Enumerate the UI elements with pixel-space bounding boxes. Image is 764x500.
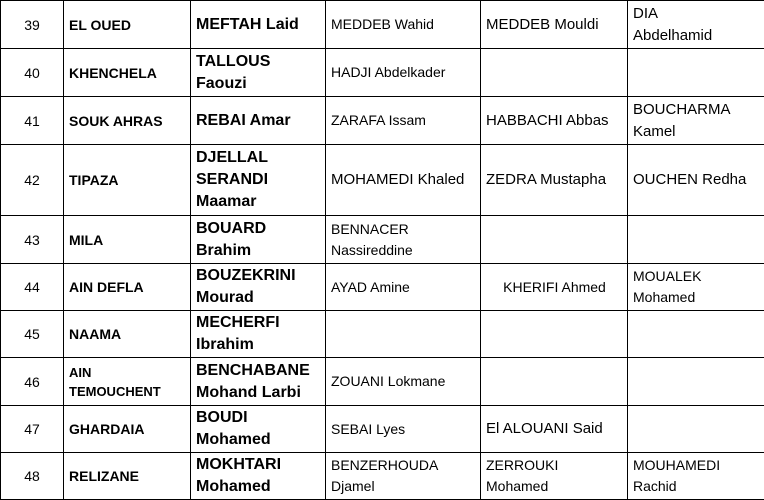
member-name-1: AYAD Amine <box>326 264 481 311</box>
table-row <box>1 264 764 311</box>
member-name-1: BENZERHOUDA Djamel <box>326 453 481 500</box>
member-name-3 <box>628 49 764 97</box>
table-row <box>1 216 764 264</box>
table-row <box>1 1 764 49</box>
table-row <box>1 49 764 97</box>
member-name-2: ZEDRA Mustapha <box>481 145 628 216</box>
member-name-3 <box>628 311 764 358</box>
row-number: 45 <box>1 311 64 358</box>
member-name-3: MOUHAMEDI Rachid <box>628 453 764 500</box>
member-name-1: ZARAFA Issam <box>326 97 481 145</box>
member-name-2 <box>481 216 628 264</box>
row-number: 41 <box>1 97 64 145</box>
wilaya-name: MILA <box>64 216 191 264</box>
member-name-3 <box>628 358 764 406</box>
member-name-2: HABBACHI Abbas <box>481 97 628 145</box>
row-number: 48 <box>1 453 64 500</box>
wilaya-name: RELIZANE <box>64 453 191 500</box>
row-number: 44 <box>1 264 64 311</box>
president-name: MOKHTARI Mohamed <box>191 453 326 500</box>
wilaya-name: SOUK AHRAS <box>64 97 191 145</box>
member-name-2: ZERROUKI Mohamed <box>481 453 628 500</box>
member-name-1: BENNACER Nassireddine <box>326 216 481 264</box>
wilaya-name: EL OUED <box>64 1 191 49</box>
row-number: 43 <box>1 216 64 264</box>
member-name-1: SEBAI Lyes <box>326 406 481 453</box>
wilaya-name: KHENCHELA <box>64 49 191 97</box>
member-name-1 <box>326 311 481 358</box>
member-name-2 <box>481 49 628 97</box>
table-row <box>1 453 764 500</box>
row-number: 39 <box>1 1 64 49</box>
member-name-1: MEDDEB Wahid <box>326 1 481 49</box>
table-row <box>1 406 764 453</box>
member-name-1: ZOUANI Lokmane <box>326 358 481 406</box>
wilaya-name: TIPAZA <box>64 145 191 216</box>
member-name-3: BOUCHARMA Kamel <box>628 97 764 145</box>
member-name-3: OUCHEN Redha <box>628 145 764 216</box>
row-number: 42 <box>1 145 64 216</box>
president-name: REBAI Amar <box>191 97 326 145</box>
table-row <box>1 311 764 358</box>
member-name-3: MOUALEK Mohamed <box>628 264 764 311</box>
row-number: 46 <box>1 358 64 406</box>
president-name: BOUDI Mohamed <box>191 406 326 453</box>
member-name-2 <box>481 358 628 406</box>
wilaya-name: AIN TEMOUCHENT <box>64 358 191 406</box>
member-name-3 <box>628 406 764 453</box>
president-name: MEFTAH Laid <box>191 1 326 49</box>
member-name-3 <box>628 216 764 264</box>
president-name: BENCHABANE Mohand Larbi <box>191 358 326 406</box>
member-name-2: KHERIFI Ahmed <box>481 264 628 311</box>
member-name-1: HADJI Abdelkader <box>326 49 481 97</box>
president-name: TALLOUS Faouzi <box>191 49 326 97</box>
wilaya-name: AIN DEFLA <box>64 264 191 311</box>
president-name: MECHERFI Ibrahim <box>191 311 326 358</box>
president-name: BOUZEKRINI Mourad <box>191 264 326 311</box>
president-name: DJELLAL SERANDI Maamar <box>191 145 326 216</box>
row-number: 47 <box>1 406 64 453</box>
member-name-3: DIA Abdelhamid <box>628 1 764 49</box>
table-row <box>1 97 764 145</box>
table-row <box>1 358 764 406</box>
wilaya-name: NAAMA <box>64 311 191 358</box>
row-number: 40 <box>1 49 64 97</box>
president-name: BOUARD Brahim <box>191 216 326 264</box>
member-name-2: El ALOUANI Said <box>481 406 628 453</box>
member-name-2 <box>481 311 628 358</box>
wilaya-name: GHARDAIA <box>64 406 191 453</box>
member-name-2: MEDDEB Mouldi <box>481 1 628 49</box>
member-name-1: MOHAMEDI Khaled <box>326 145 481 216</box>
table-row <box>1 145 764 216</box>
